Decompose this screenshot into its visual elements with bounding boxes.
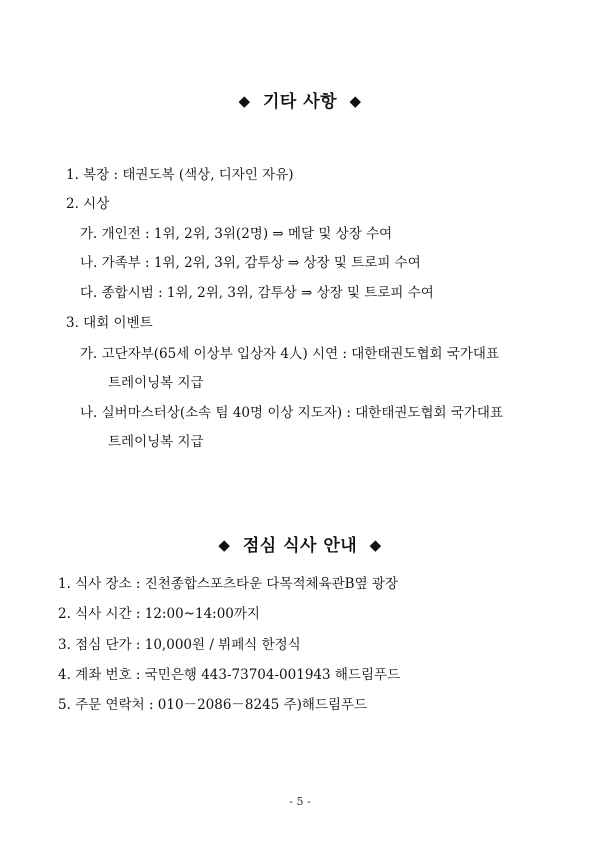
section-title-etc: 기타 사항 (262, 92, 338, 112)
diamond-bullet-icon: ◆ (349, 92, 362, 110)
diamond-bullet-icon: ◆ (369, 536, 382, 554)
section-heading-etc (0, 87, 600, 112)
etc-subitem-senior-demo-cont: 트레이닝복 지급 (108, 375, 204, 391)
etc-subitem-senior-demo: 가. 고단자부(65세 이상부 입상자 4人) 시연 : 대한태권도협회 국가대표 (80, 346, 499, 362)
lunch-item-time: 2. 식사 시간 : 12:00~14:00까지 (58, 606, 260, 622)
section-heading-lunch (0, 531, 600, 556)
etc-item-awards: 2. 시상 (66, 196, 110, 212)
lunch-item-price: 3. 점심 단가 : 10,000원 / 뷔페식 한정식 (58, 637, 301, 653)
diamond-bullet-icon: ◆ (218, 536, 231, 554)
diamond-bullet-icon: ◆ (238, 92, 251, 110)
lunch-item-account: 4. 계좌 번호 : 국민은행 443-73704-001943 해드림푸드 (58, 667, 401, 683)
lunch-item-contact: 5. 주문 연락처 : 010－2086－8245 주)해드림푸드 (58, 697, 368, 713)
etc-item-events: 3. 대회 이벤트 (66, 315, 153, 331)
section-title-lunch: 점심 식사 안내 (242, 536, 358, 556)
etc-subitem-individual: 가. 개인전 : 1위, 2위, 3위(2명) ⇒ 메달 및 상장 수여 (80, 226, 393, 242)
etc-subitem-demo: 다. 종합시범 : 1위, 2위, 3위, 감투상 ⇒ 상장 및 트로피 수여 (80, 285, 434, 301)
etc-subitem-silver-master-cont: 트레이닝복 지급 (108, 434, 204, 450)
etc-subitem-silver-master: 나. 실버마스터상(소속 팀 40명 이상 지도자) : 대한태권도협회 국가대표 (80, 405, 503, 421)
page-number: - 5 - (289, 795, 311, 808)
etc-item-dress: 1. 복장 : 태권도복 (색상, 디자인 자유) (66, 167, 294, 183)
etc-subitem-family: 나. 가족부 : 1위, 2위, 3위, 감투상 ⇒ 상장 및 트로피 수여 (80, 255, 421, 271)
lunch-item-location: 1. 식사 장소 : 진천종합스포츠타운 다목적체육관B옆 광장 (58, 576, 398, 592)
